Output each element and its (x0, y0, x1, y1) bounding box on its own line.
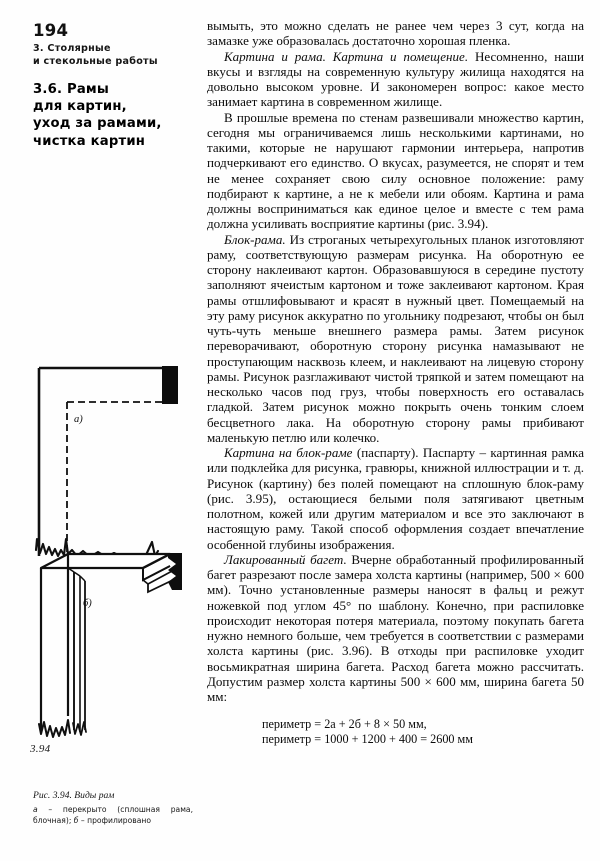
section-heading (33, 81, 193, 151)
paragraph-passepartout (207, 445, 584, 552)
paragraph-block-frame-lead: Блок-рама. (224, 231, 286, 247)
figure-caption (33, 790, 193, 826)
paragraph-picture-and-frame-lead: Картина и рама. Картина и помещение. (224, 48, 469, 64)
page-number: 194 (33, 21, 69, 40)
paragraph-continuation: вымыть, это можно сделать не ранее чем через 3 сут, когда на замазке уже образовалась достаточно хорошая пленка. (207, 18, 584, 49)
margin-column (33, 22, 193, 150)
chapter-title-line-2: и стекольные работы (33, 55, 158, 67)
section-heading-line-2: для картин, (33, 99, 127, 115)
figure-label-a: а) (74, 414, 83, 425)
paragraph-block-frame-rest: Из строганых четырехугольных планок изготовляют раму, соответствующую размерам рисунка. На оборотную ее сторону наклеивают картон. Образовавшуюся в середине пустоту заполняют ячеистым картоном и тоже заклеивают картоном. Края рамы отшлифовывают и красят в нужный цвет. Помещаемый на эту раму рисунок аккуратно по угольнику подрезают, чтобы он был чуть-чуть меньше внешнего размера рамы. Затем рисунок переворачивают, оборотную сторону рисунка намазывают не проступающим насквозь клеем, и наклеивают на лицевую сторону рамы. Рисунок разглаживают чистой тряпкой и затем помещают на несколько часов под груз, чтобы поверхность его оставалась гладкой. Затем рисунок можно покрыть очень тонким слоем бесцветного лака. На оборотную сторону рамы прибивают маленькую петлю или колечко. (207, 231, 584, 445)
figure-part-b-end-block (168, 553, 182, 590)
paragraph-picture-and-frame (207, 49, 584, 110)
paragraph-past-times: В прошлые времена по стенам развешивали множество картин, сегодня мы ограничиваемся лишь несколькими картинами, но такими, которые не нарушают гармонии интерьера, напротив подчеркивают его единство. О вкусах, разумеется, не спорят и тем не менее сохраняет свою силу основное положение: раму подбирают к картине, а не к мебели или обоям. Картина и рама должны восприниматься как единое целое и вместе с тем рама должна усиливать восприятие картины (рис. 3.94). (207, 109, 584, 232)
section-heading-line-3: уход за рамами, (33, 116, 162, 132)
formula-block (207, 717, 584, 747)
paragraph-lacquered-baguette (207, 552, 584, 705)
paragraph-block-frame (207, 232, 584, 446)
chapter-title (33, 43, 193, 68)
figure-caption-text-b: – профилировано (78, 815, 151, 825)
figure-3-94 (28, 358, 193, 758)
figure-part-b-break-line-left (39, 720, 70, 737)
paragraph-passepartout-rest: (паспарту). Паспарту – картинная рамка или подклейка для рисунка, гравюры, книжной иллюстрации и т. д. Рисунок (картину) без полей помещают на сплошную блок-раму (рис. 3.95), остающиеся белыми поля затягивают цветным полотном, кожей или другим материалом и все это заключают в настоящую раму. Такой способ оформления создает впечатление особенной глубины изображения. (207, 445, 584, 552)
paragraph-lacquered-baguette-lead: Лакированный багет. (224, 551, 347, 567)
body-text-column (207, 18, 584, 747)
formula-line-2: периметр = 1000 + 1200 + 400 = 2600 мм (262, 732, 473, 747)
figure-caption-marker-a: а (33, 805, 38, 815)
figure-part-a-end-block (162, 366, 178, 404)
section-heading-line-1: 3.6. Рамы (33, 81, 110, 97)
paragraph-passepartout-lead: Картина на блок-раме (224, 445, 353, 460)
figure-caption-marker-b: б (73, 815, 79, 825)
figure-caption-body (33, 805, 193, 826)
figure-3-94-drawing (28, 358, 193, 758)
chapter-title-line-1: 3. Столярные (33, 43, 111, 55)
figure-caption-title: Рис. 3.94. Виды рам (33, 790, 115, 801)
figure-label-b: б) (83, 598, 92, 609)
figure-caption-text-a: – перекрыто (сплошная рама, блочная); (33, 805, 193, 825)
paragraph-lacquered-baguette-rest: Вчерне обработанный профилированный багет разрезают после замера холста картины (например, 500 × 600 мм). Точно установленные размеры наносят в фальц и режут ножевкой под углом 45° по шаблону. Конечно, при распиловке происходит некоторая потеря материала, поэтому покупать багета нужно немного больше, чем требуется в соответствии с размерами холста картины (рис. 3.96). В отходы при распиловке уходит восьмикратная ширина багета. Расход багета можно рассчитать. Допустим размер холста картины 500 × 600 мм, ширина багета 50 мм: (207, 551, 584, 704)
section-heading-line-4: чистка картин (33, 133, 146, 149)
formula-line-1: периметр = 2а + 2б + 8 × 50 мм, (262, 717, 427, 732)
paragraph-picture-and-frame-rest: Несомненно, наши вкусы и взгляды на современную культуру жилища находятся на довольно высоком уровне. И закономерен вопрос: какое место занимает картина в современном жилище. (207, 48, 584, 110)
figure-index-label: 3.94 (30, 743, 51, 755)
figure-part-b (39, 553, 182, 737)
figure-part-a (36, 366, 178, 557)
